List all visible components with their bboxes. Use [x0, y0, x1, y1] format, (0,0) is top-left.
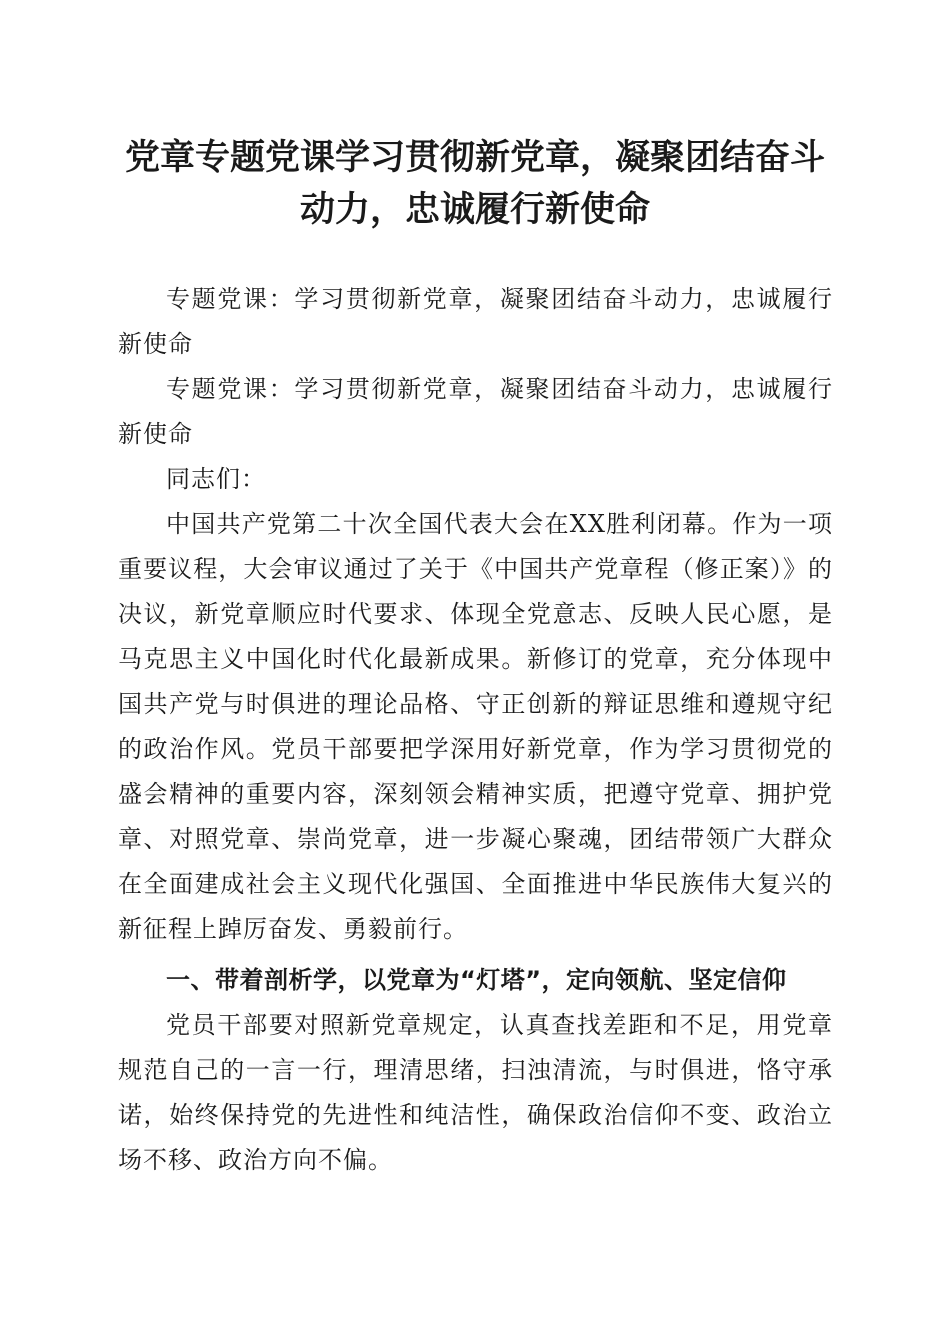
document-body [118, 277, 833, 1183]
subtitle-paragraph: 专题党课：学习贯彻新党章，凝聚团结奋斗动力，忠诚履行新使命 [118, 375, 833, 448]
document-title: 党章专题党课学习贯彻新党章，凝聚团结奋斗动力，忠诚履行新使命 [124, 137, 825, 230]
section-heading: 一、带着剖析学，以党章为“灯塔”，定向领航、坚定信仰 [166, 966, 787, 994]
salutation: 同志们： [166, 465, 266, 493]
body-paragraph: 中国共产党第二十次全国代表大会在XX胜利闭幕。作为一项重要议程，大会审议通过了关于《中国共产党章程（修正案）》的决议，新党章顺应时代要求、体现全党意志、反映人民心愿，是马克思主义中国化时代化最新成果。新修订的党章，充分体现中国共产党与时俱进的理论品格、守正创新的辩证思维和遵规守纪的政治作风。党员干部要把学深用好新党章，作为学习贯彻党的盛会精神的重要内容，深刻领会精神实质，把遵守党章、拥护党章、对照党章、崇尚党章，进一步凝心聚魂，团结带领广大群众在全面建成社会主义现代化强国、全面推进中华民族伟大复兴的新征程上踔厉奋发、勇毅前行。 [118, 510, 833, 943]
subtitle-paragraph: 专题党课：学习贯彻新党章，凝聚团结奋斗动力，忠诚履行新使命 [118, 285, 833, 358]
body-paragraph: 党员干部要对照新党章规定，认真查找差距和不足，用党章规范自己的一言一行，理清思绪，扫浊清流，与时俱进，恪守承诺，始终保持党的先进性和纯洁性，确保政治信仰不变、政治立场不移、政治方向不偏。 [118, 1011, 833, 1174]
